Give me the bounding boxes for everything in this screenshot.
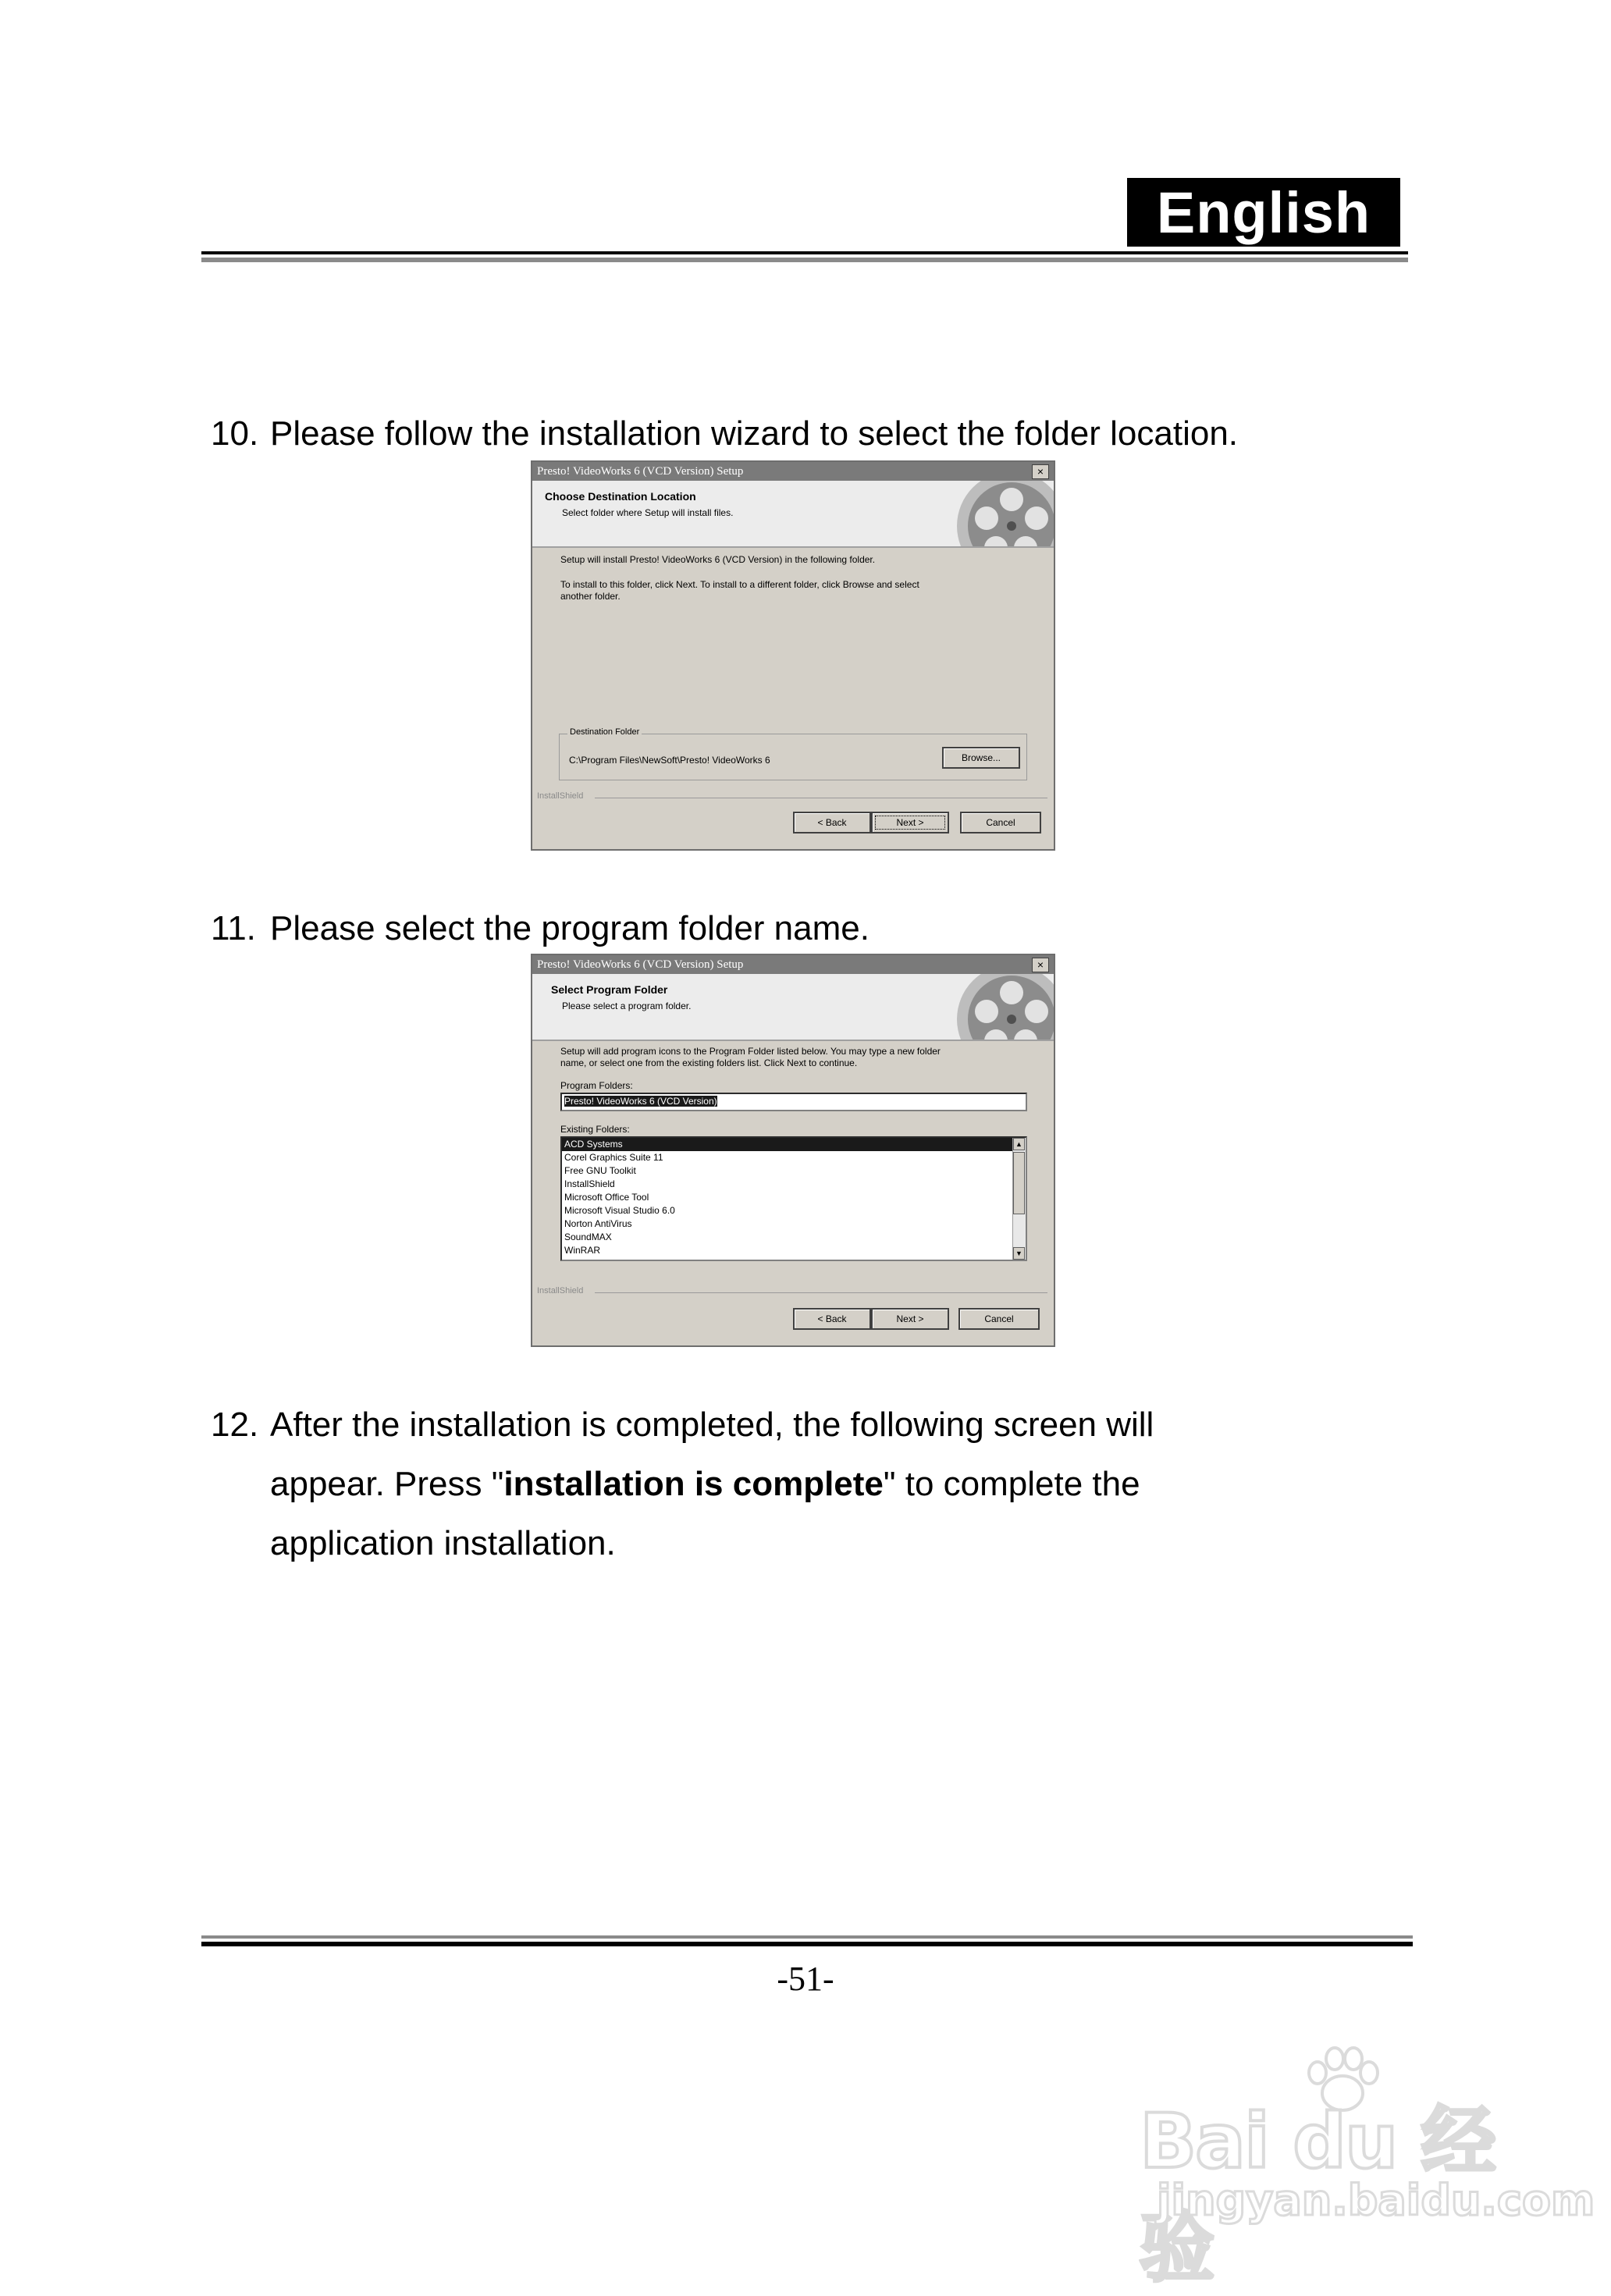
installshield-label: InstallShield xyxy=(537,791,584,801)
destination-folder-group xyxy=(559,727,1027,780)
scroll-up-icon[interactable]: ▲ xyxy=(1013,1138,1025,1150)
dialog-title: Presto! VideoWorks 6 (VCD Version) Setup xyxy=(532,955,1054,974)
dialog-paragraph: another folder. xyxy=(560,591,621,602)
divider xyxy=(595,1292,1047,1293)
baidu-watermark xyxy=(1140,2045,1595,2292)
program-folder-input[interactable] xyxy=(560,1093,1027,1111)
back-button[interactable]: < Back xyxy=(793,812,871,833)
dialog-paragraph: name, or select one from the existing folders list. Click Next to continue. xyxy=(560,1057,858,1068)
footer-rule-shadow xyxy=(201,1935,1413,1939)
scrollbar[interactable] xyxy=(1012,1138,1026,1260)
browse-button[interactable]: Browse... xyxy=(942,747,1020,769)
step-text xyxy=(270,1455,1140,1514)
destination-location-dialog xyxy=(531,460,1055,851)
program-folders-label: Program Folders: xyxy=(560,1080,633,1091)
dialog-title: Presto! VideoWorks 6 (VCD Version) Setup xyxy=(532,462,1054,481)
program-folder-value: Presto! VideoWorks 6 (VCD Version) xyxy=(564,1096,717,1107)
step-number: 12. xyxy=(211,1406,259,1444)
back-button[interactable]: < Back xyxy=(793,1308,871,1330)
cancel-button[interactable]: Cancel xyxy=(960,812,1041,833)
dialog-heading: Select Program Folder xyxy=(551,983,668,996)
dialog-paragraph: Setup will add program icons to the Program Folder listed below. You may type a new folder xyxy=(560,1046,941,1057)
next-button[interactable]: Next > xyxy=(871,812,949,833)
step-text-part: appear. Press " xyxy=(270,1465,504,1503)
group-label: Destination Folder xyxy=(567,727,642,737)
step-text: After the installation is completed, the following screen will xyxy=(270,1406,1154,1444)
dialog-banner xyxy=(532,481,1054,548)
list-item[interactable]: Corel Graphics Suite 11 xyxy=(564,1152,663,1163)
list-item[interactable]: InstallShield xyxy=(564,1178,615,1189)
next-button[interactable]: Next > xyxy=(871,1308,949,1330)
language-badge: English xyxy=(1127,178,1400,247)
scroll-thumb[interactable] xyxy=(1013,1152,1025,1214)
dialog-heading: Choose Destination Location xyxy=(545,490,696,503)
watermark-brand: Bai du 经验 xyxy=(1140,2098,1495,2292)
list-item[interactable]: Microsoft Visual Studio 6.0 xyxy=(564,1205,675,1216)
dialog-banner xyxy=(532,974,1054,1041)
close-icon[interactable]: × xyxy=(1032,464,1049,479)
step-text: Please follow the installation wizard to select the folder location. xyxy=(270,414,1239,453)
film-reel-icon xyxy=(926,974,1054,1041)
dialog-paragraph: To install to this folder, click Next. To install to a different folder, click Browse and select xyxy=(560,579,919,590)
list-item[interactable]: ACD Systems xyxy=(562,1138,1026,1151)
header-rule xyxy=(201,251,1408,254)
destination-path: C:\Program Files\NewSoft\Presto! VideoWorks 6 xyxy=(569,755,770,766)
step-text-part: " to complete the xyxy=(883,1465,1140,1503)
dialog-subheading: Select folder where Setup will install files. xyxy=(562,507,734,518)
list-item[interactable]: Free GNU Toolkit xyxy=(564,1165,636,1176)
list-item[interactable]: WinRAR xyxy=(564,1245,601,1256)
list-item[interactable]: Norton AntiVirus xyxy=(564,1218,632,1229)
installshield-label: InstallShield xyxy=(537,1286,584,1295)
close-icon[interactable]: × xyxy=(1032,958,1049,972)
scroll-down-icon[interactable]: ▼ xyxy=(1013,1247,1025,1260)
watermark-url: jingyan.baidu.com xyxy=(1157,2176,1595,2225)
step-text: Please select the program folder name. xyxy=(270,909,870,947)
footer-rule xyxy=(201,1942,1413,1946)
program-folder-dialog xyxy=(531,954,1055,1347)
dialog-subheading: Please select a program folder. xyxy=(562,1001,692,1011)
step-number: 11. xyxy=(211,909,256,947)
dialog-paragraph: Setup will install Presto! VideoWorks 6 (VCD Version) in the following folder. xyxy=(560,554,876,565)
header-rule-shadow xyxy=(201,258,1408,262)
existing-folders-label: Existing Folders: xyxy=(560,1124,630,1135)
cancel-button[interactable]: Cancel xyxy=(958,1308,1040,1330)
step-text: application installation. xyxy=(270,1524,616,1562)
page-number: -51- xyxy=(777,1960,834,1998)
step-number: 10. xyxy=(211,414,259,453)
existing-folders-list[interactable] xyxy=(560,1136,1027,1261)
list-item[interactable]: SoundMAX xyxy=(564,1232,612,1242)
list-item[interactable]: Microsoft Office Tool xyxy=(564,1192,649,1203)
emphasis-text: installation is complete xyxy=(503,1465,884,1503)
film-reel-icon xyxy=(926,481,1054,548)
